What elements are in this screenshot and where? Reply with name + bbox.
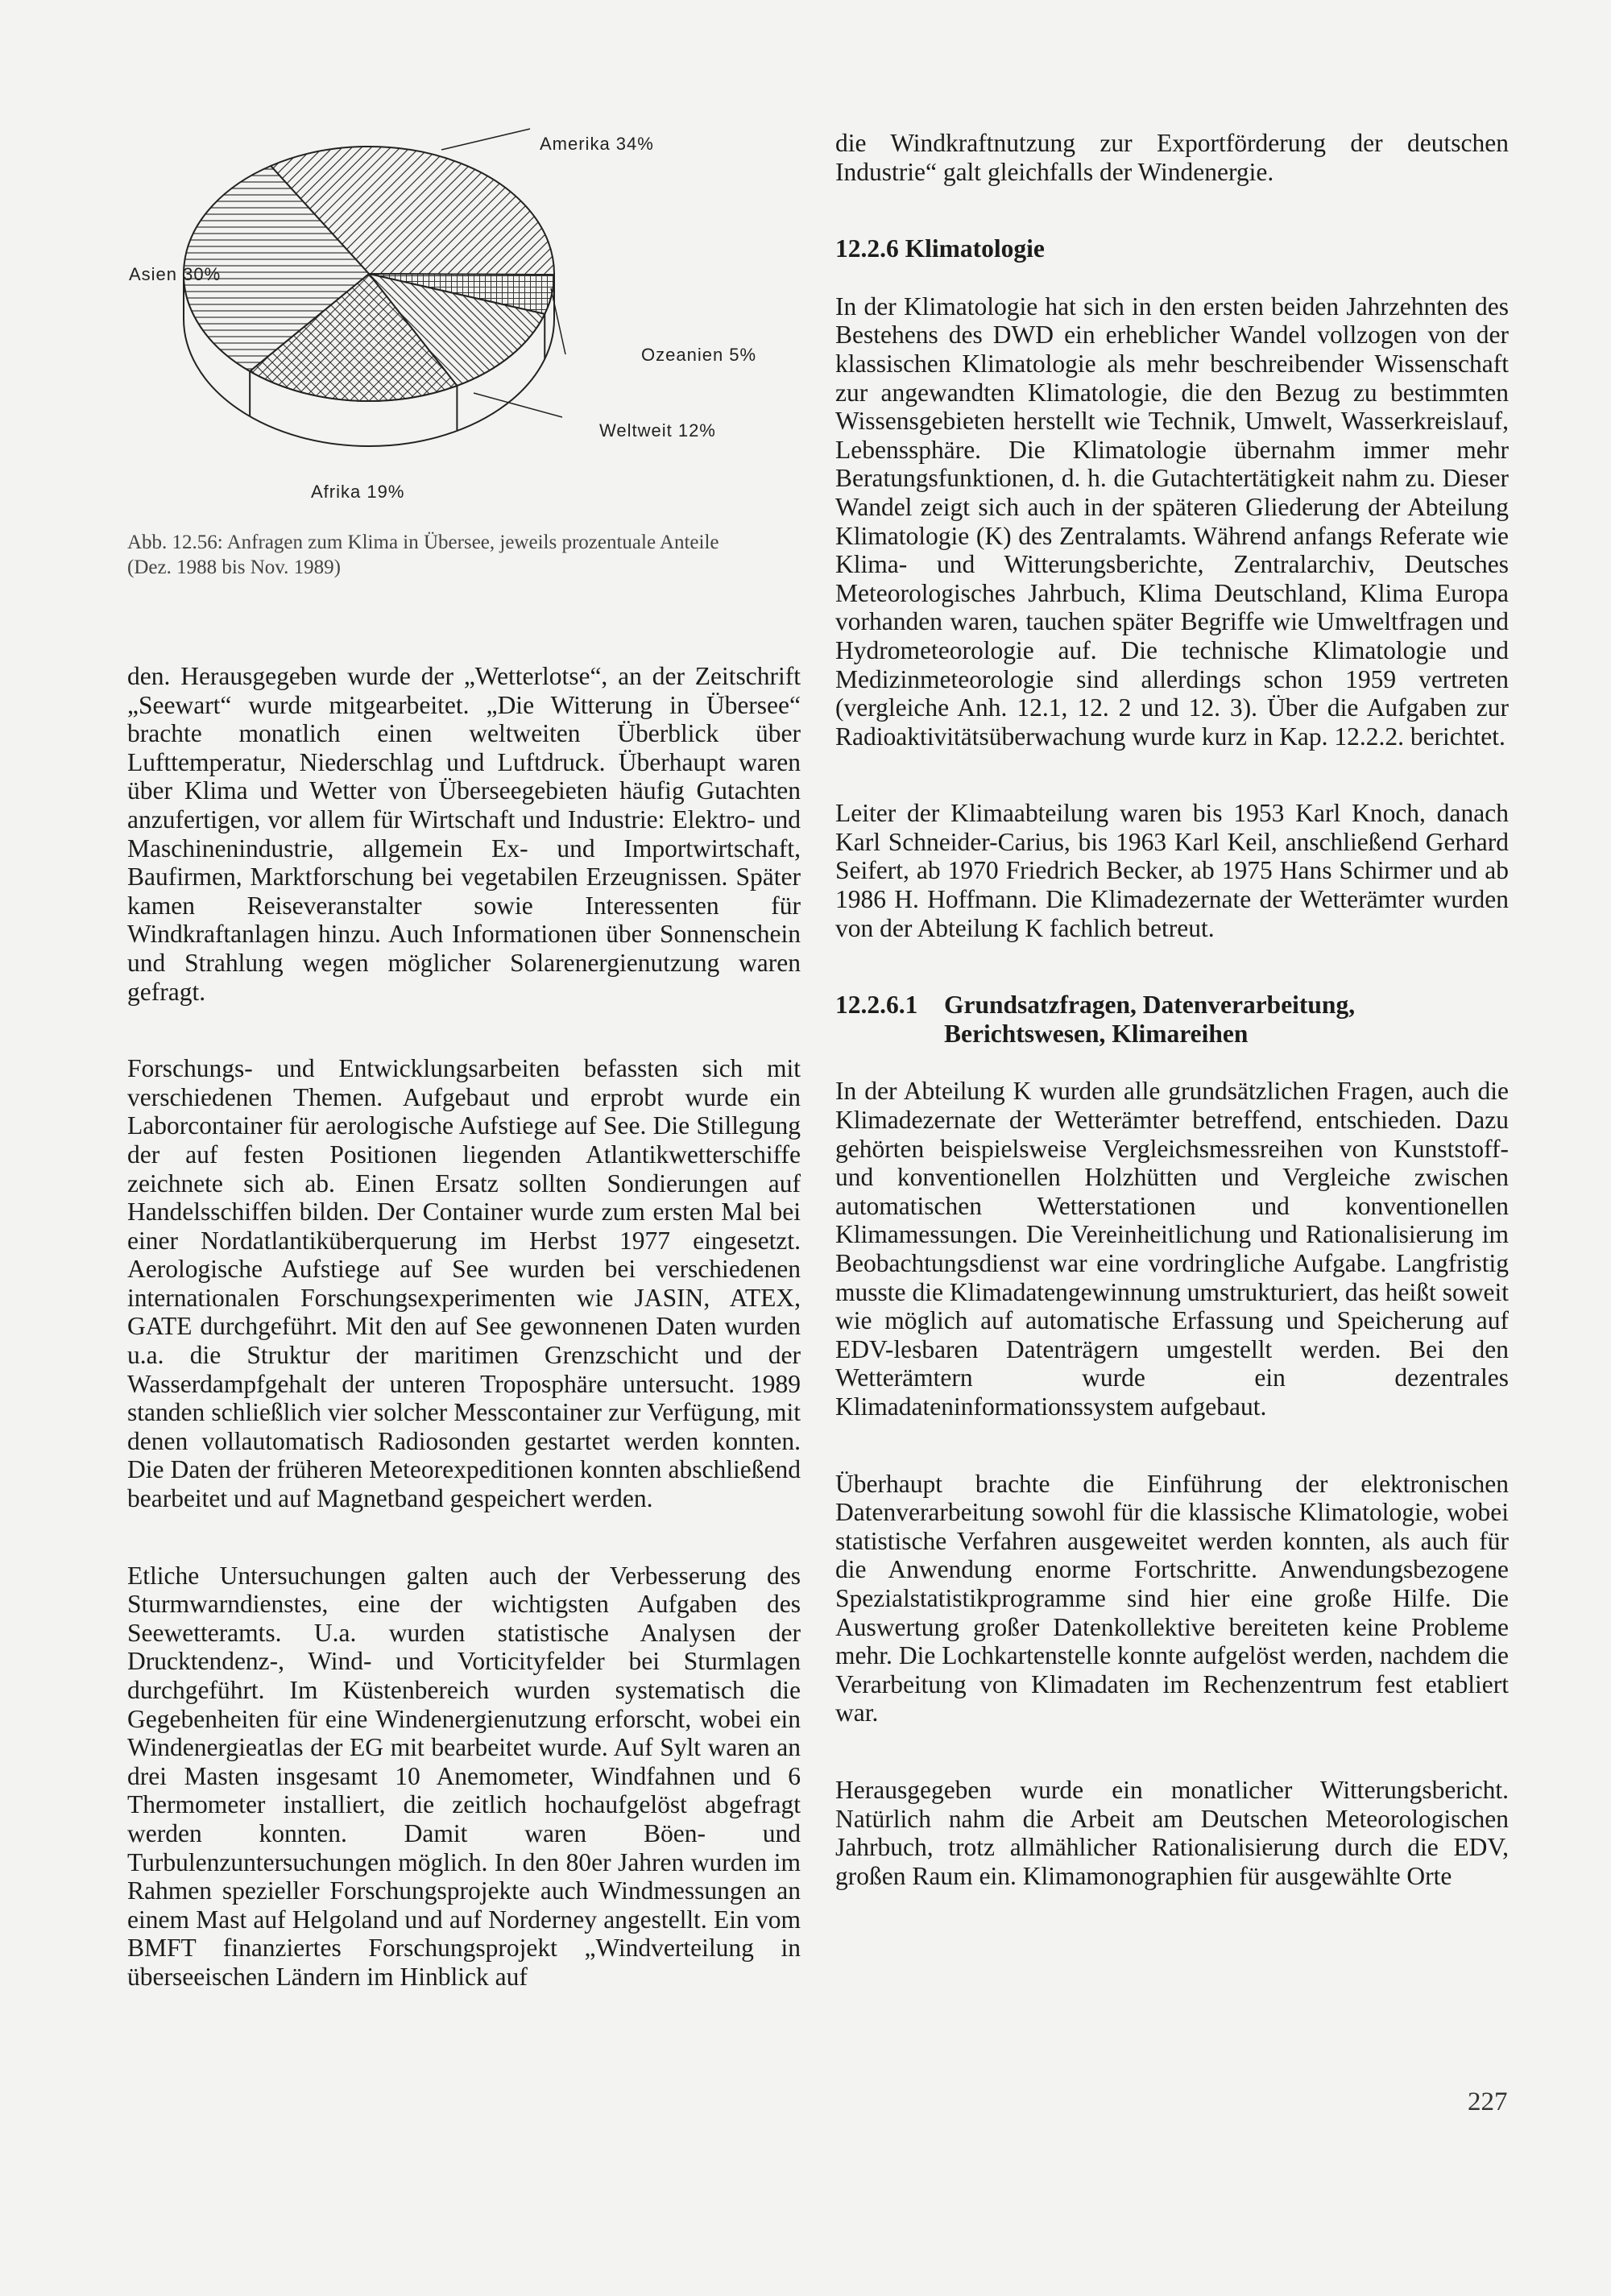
subsection-title-line-1: Grundsatzfragen, Datenverarbeitung,: [944, 991, 1356, 1020]
caption-line-1: Abb. 12.56: Anfragen zum Klima in Übersee, jeweils prozentuale Anteile: [127, 532, 719, 553]
label-ozeanien: Ozeanien 5%: [641, 345, 757, 365]
subsection-title-line-2: Berichtswesen, Klimareihen: [944, 1019, 1249, 1048]
subsection-number: 12.2.6.1: [835, 991, 918, 1020]
right-paragraph-3: In der Abteilung K wurden alle grundsätzlichen Fragen, auch die Klimadezernate der Wetterämter betreffend, entschieden. Dazu gehörten beispielsweise Vergleichsmessreihen von Kunststoff- und konventionellen Holzhütten und Vergleiche zwischen automatischen Wetterstationen und konventionellen Klimamessungen. Die Vereinheitlichung und Rationalisierung im Beobachtungsdienst war eine vordringliche Aufgabe. Langfristig musste die Klimadatengewinnung umstrukturiert, das heißt soweit wie möglich auf automatische Erfassung und Speicherung auf EDV-lesbaren Datenträgern umgestellt werden. Bei den Wetterämtern wurde ein dezentrales Klimadateninformationssystem aufgebaut.: [835, 1077, 1509, 1421]
page-number: 227: [1468, 2087, 1508, 2116]
right-paragraph-1: In der Klimatologie hat sich in den ersten beiden Jahrzehnten des Bestehens des DWD ein erheblicher Wandel vollzogen von der klassischen Klimatologie als mehr beschreibender Wissenschaft zur angewandten Klimatologie, die den Bezug zu bestimmten Wissensgebieten herstellt wie Technik, Umwelt, Wasserkreislauf, Lebenssphäre. Die Klimatologie übernahm immer mehr Beratungsfunktionen, d. h. die Gutachtertätigkeit nahm zu. Dieser Wandel zeigt sich auch in der späteren Gliederung der Abteilung Klimatologie (K) des Zentralamts. Während anfangs Referate wie Klima- und Witterungsberichte, Zentralarchiv, Deutsches Meteorologisches Jahrbuch, Klima Deutschland, Klima Europa vorhanden waren, tauchen später Begriffe wie Umweltfragen und Hydrometeorologie auf. Die technische Klimatologie und Medizinmeteorologie sind allerdings schon 1959 vertreten (vergleiche Anh. 12.1, 12. 2 und 12. 3). Über die Aufgaben zur Radioaktivitätsüberwachung wurde kurz in Kap. 12.2.2. berichtet.: [835, 292, 1509, 751]
section-heading-klimatologie: 12.2.6 Klimatologie: [835, 234, 1045, 263]
right-paragraph-4: Überhaupt brachte die Einführung der elektronischen Datenverarbeitung sowohl für die klassische Klimatologie, wobei statistische Verfahren ausgeweitet werden konnten, als auch für die Anwendung enorme Fortschritte. Anwendungsbezogene Spezialstatistikprogramme sind hier eine große Hilfe. Die Auswertung großer Datenkollektive bereiteten keine Probleme mehr. Die Lochkartenstelle konnte aufgelöst werden, nachdem die Verarbeitung von Klimadaten im Rechenzentrum fest etabliert war.: [835, 1469, 1509, 1727]
caption-line-2: (Dez. 1988 bis Nov. 1989): [127, 556, 342, 578]
label-weltweit: Weltweit 12%: [599, 420, 716, 441]
left-paragraph-2: Forschungs- und Entwicklungsarbeiten befassten sich mit verschiedenen Themen. Aufgebaut und erprobt wurde ein Laborcontainer für aerologische Aufstiege auf See. Die Stillegung der auf festen Positionen liegenden Atlantikwetterschiffe zeichnete sich ab. Einen Ersatz sollten Sondierungen auf Handelsschiffen bilden. Der Container wurde zum ersten Mal bei einer Nordatlantiküberquerung im Herbst 1977 eingesetzt. Aerologische Aufstiege auf See wurden bei verschiedenen internationalen Forschungsexperimenten wie JASIN, ATEX, GATE durchgeführt. Mit den auf See gewonnenen Daten wurden u.a. die Struktur der maritimen Grenzschicht und der Wasserdampfgehalt der unteren Troposphäre untersucht. 1989 standen schließlich vier solcher Messcontainer zur Verfügung, mit denen vollautomatisch Radiosonden gestartet werden konnten. Die Daten der früheren Meteorexpeditionen konnten abschließend bearbeitet und auf Magnetband gespeichert werden.: [127, 1054, 801, 1513]
right-paragraph-5: Herausgegeben wurde ein monatlicher Witterungsbericht. Natürlich nahm die Arbeit am Deutschen Meteorologischen Jahrbuch, trotz allmählicher Rationalisierung durch die EDV, großen Raum ein. Klimamonographien für ausgewählte Orte: [835, 1775, 1509, 1890]
pie-chart-figure: [127, 121, 796, 596]
label-amerika: Amerika 34%: [540, 134, 654, 154]
figure-caption: [127, 530, 796, 580]
right-paragraph-0: die Windkraftnutzung zur Exportförderung der deutschen Industrie“ galt gleichfalls der Windenergie.: [835, 129, 1509, 186]
label-asien: Asien 30%: [129, 264, 222, 284]
right-column: [835, 129, 1509, 1919]
left-column: [127, 662, 801, 2021]
right-paragraph-2: Leiter der Klimaabteilung waren bis 1953 Karl Knoch, danach Karl Schneider-Carius, bis 1963 Karl Keil, anschließend Gerhard Seifert, ab 1970 Friedrich Becker, ab 1975 Hans Schirmer und ab 1986 H. Hoffmann. Die Klimadezernate der Wetterämter wurden von der Abteilung K fachlich betreut.: [835, 799, 1509, 942]
left-paragraph-3: Etliche Untersuchungen galten auch der Verbesserung des Sturmwarndienstes, eine der wichtigsten Aufgaben des Seewetteramts. U.a. wurden statistische Analysen der Drucktendenz-, Wind- und Vorticityfelder bei Sturmlagen durchgeführt. Im Küstenbereich wurden systematisch die Gegebenheiten für eine Windenergienutzung erforscht, wobei ein Windenergieatlas der EG mit bearbeitet wurde. Auf Sylt waren an drei Masten insgesamt 10 Anemometer, Windfahnen und 6 Thermometer installiert, die zeitlich hochaufgelöst abgefragt werden konnten. Damit waren Böen- und Turbulenzuntersuchungen möglich. In den 80er Jahren wurden im Rahmen spezieller Forschungsprojekte auch Windmessungen an einem Mast auf Helgoland und auf Norderney angestellt. Ein vom BMFT finanziertes Forschungsprojekt „Windverteilung in überseeischen Ländern im Hinblick auf: [127, 1561, 801, 1991]
label-afrika: Afrika 19%: [311, 482, 405, 502]
left-paragraph-1: den. Herausgegeben wurde der „Wetterlotse“, an der Zeitschrift „Seewart“ wurde mitgearbeitet. „Die Witterung in Übersee“ brachte monatlich einen weltweiten Überblick über Lufttemperatur, Niederschlag und Luftdruck. Überhaupt waren über Klima und Wetter von Überseegebieten häufig Gutachten anzufertigen, vor allem für Wirtschaft und Industrie: Elektro- und Maschinenindustrie, allgemein Ex- und Importwirtschaft, Baufirmen, Marktforschung bei vegetabilen Erzeugnissen. Später kamen Reiseveranstalter sowie Interessenten für Windkraftanlagen hinzu. Auch Informationen über Sonnenschein und Strahlung wegen möglicher Solarenergienutzung waren gefragt.: [127, 662, 801, 1006]
pie-chart: [127, 121, 796, 523]
pie-leader-line: [441, 129, 530, 150]
pie-slices: [184, 129, 565, 446]
subsection-heading: [835, 991, 1509, 1048]
